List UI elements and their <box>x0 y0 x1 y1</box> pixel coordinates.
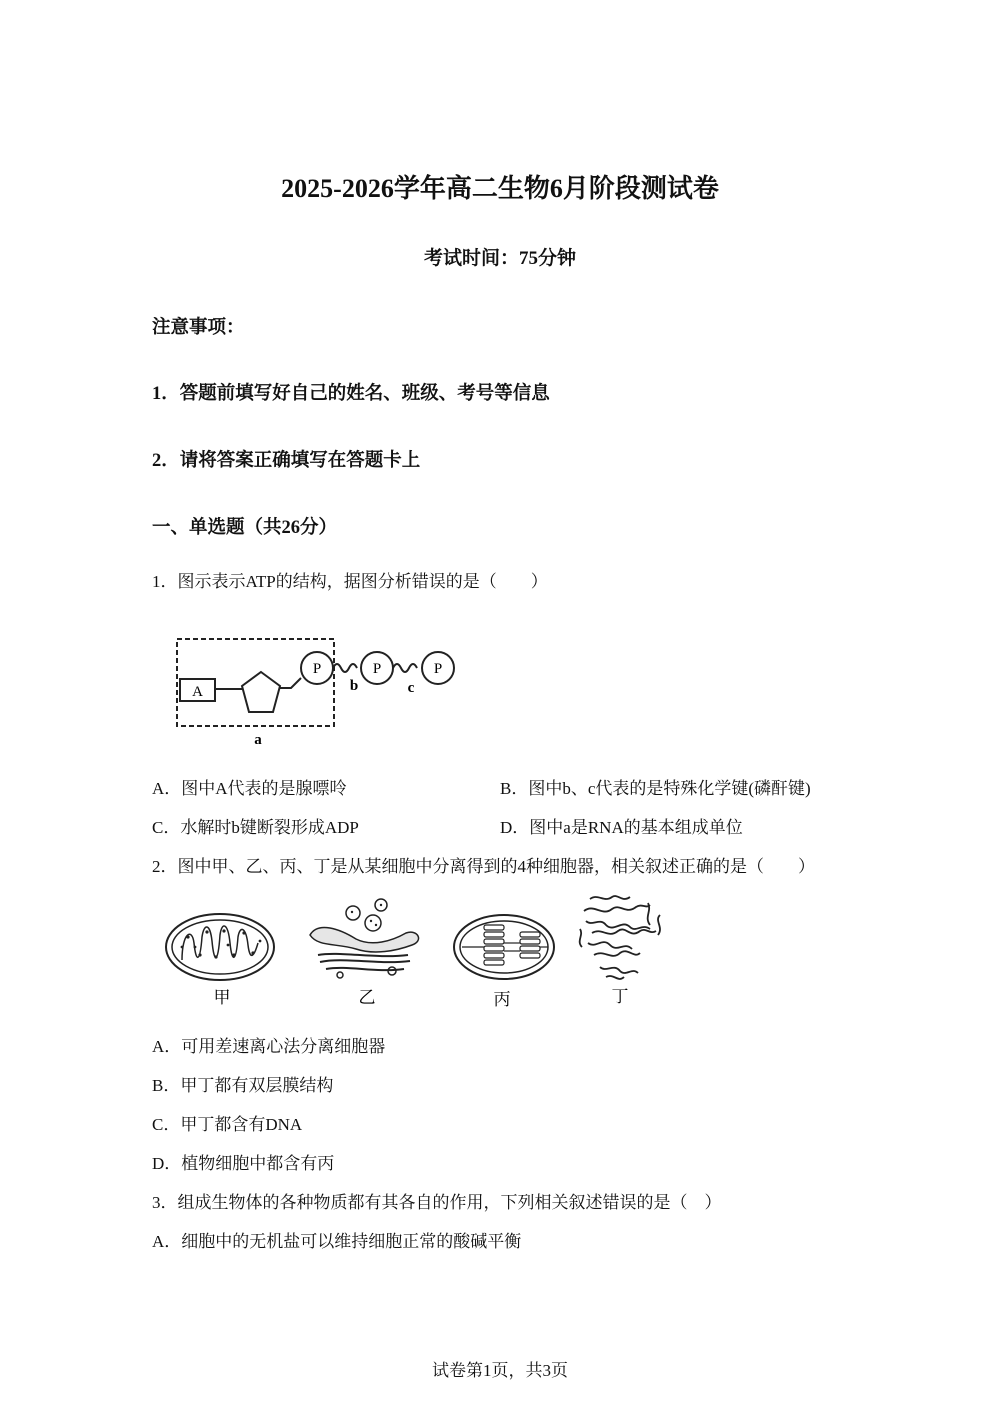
q1-option-d: D．图中a是RNA的基本组成单位 <box>500 818 743 837</box>
bond-c <box>393 664 417 672</box>
label-c: c <box>407 680 415 696</box>
section-heading: 一、单选题（共26分） <box>152 518 338 538</box>
organelles-figure <box>160 885 680 1013</box>
exam-time: 考试时间：75分钟 <box>423 248 576 269</box>
q3-option-a: A．细胞中的无机盐可以维持细胞正常的酸碱平衡 <box>152 1232 522 1251</box>
endoplasmic-reticulum-drawing <box>580 896 660 979</box>
phosphate-1-label: P <box>312 661 322 677</box>
page-footer: 试卷第1页，共3页 <box>432 1361 568 1380</box>
chloroplast-drawing <box>454 915 554 979</box>
q2-option-c: C．甲丁都含有DNA <box>152 1115 303 1134</box>
label-b: b <box>349 678 359 694</box>
bond-b <box>333 664 357 672</box>
ribose-pentagon <box>242 672 280 712</box>
q2-option-d: D．植物细胞中都含有丙 <box>152 1154 335 1173</box>
notice-heading: 注意事项： <box>152 318 245 338</box>
mitochondrion-drawing <box>166 914 274 980</box>
adenine-label: A <box>192 684 203 700</box>
phosphate-2-label: P <box>372 661 382 677</box>
q2-option-a: A．可用差速离心法分离细胞器 <box>152 1037 386 1056</box>
notice-item-2: 2．请将答案正确填写在答题卡上 <box>152 451 421 471</box>
question-2-stem: 2．图中甲、乙、丙、丁是从某细胞中分离得到的4种细胞器，相关叙述正确的是（ ） <box>152 857 815 876</box>
q1-option-a: A．图中A代表的是腺嘌呤 <box>152 779 347 798</box>
phosphate-3-label: P <box>433 661 443 677</box>
label-bing: 丙 <box>493 990 511 1009</box>
label-jia: 甲 <box>213 988 231 1007</box>
q2-option-b: B．甲丁都有双层膜结构 <box>152 1076 334 1095</box>
golgi-apparatus-drawing <box>310 899 419 978</box>
label-yi: 乙 <box>358 988 376 1007</box>
q1-option-b: B．图中b、c代表的是特殊化学键(磷酐键) <box>500 779 811 798</box>
q1-option-c: C．水解时b键断裂形成ADP <box>152 818 359 837</box>
atp-structure-figure <box>170 628 470 750</box>
question-1-stem: 1．图示表示ATP的结构，据图分析错误的是（ ） <box>152 572 548 591</box>
page-title: 2025-2026学年高二生物6月阶段测试卷 <box>281 174 719 203</box>
label-a: a <box>254 732 262 748</box>
question-3-stem: 3．组成生物体的各种物质都有其各自的作用，下列相关叙述错误的是（ ） <box>152 1193 722 1212</box>
notice-item-1: 1．答题前填写好自己的姓名、班级、考号等信息 <box>152 384 550 404</box>
label-ding: 丁 <box>611 987 629 1006</box>
